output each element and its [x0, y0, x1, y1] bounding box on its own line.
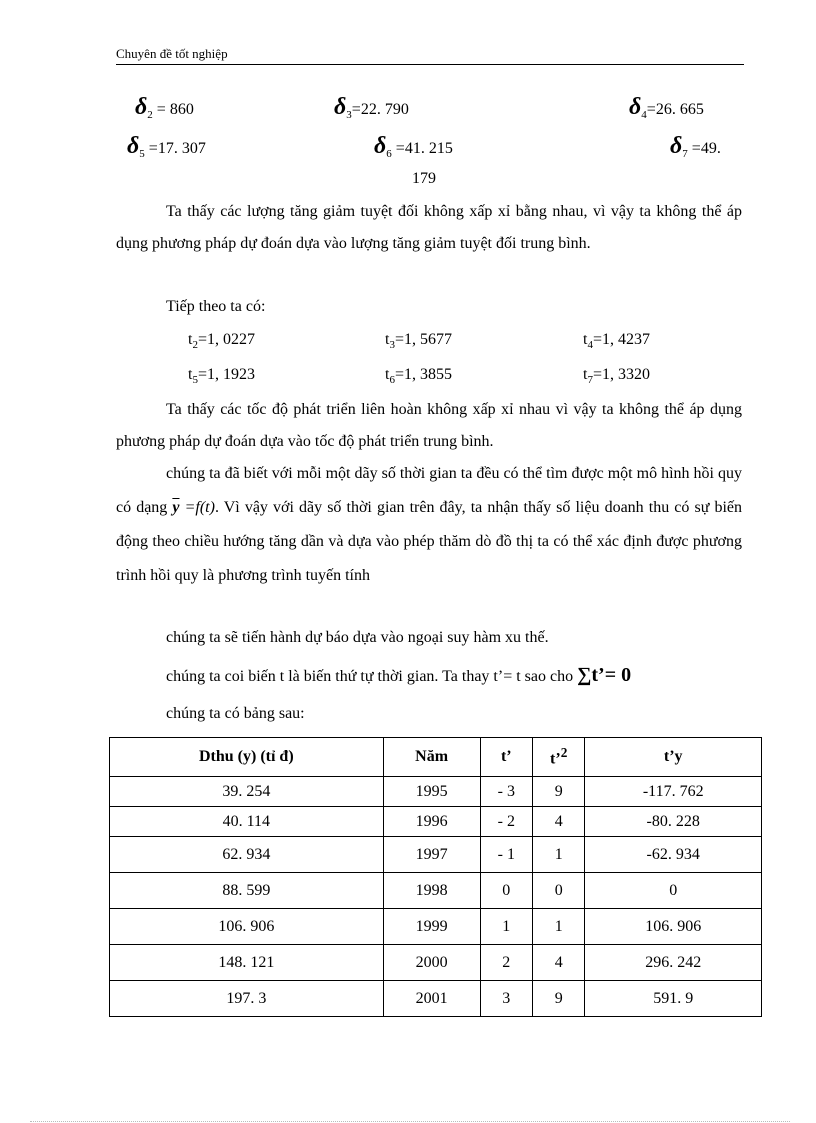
table-row	[110, 777, 762, 807]
cell-revenue: 39. 254	[110, 777, 384, 807]
paragraph-table-intro: chúng ta có bảng sau:	[166, 705, 305, 722]
cell-revenue: 40. 114	[110, 807, 384, 837]
cell-revenue: 106. 906	[110, 909, 384, 945]
page-header-title: Chuyên đề tốt nghiệp	[116, 46, 228, 61]
rate-t7: $t_7=1$, 3320	[583, 366, 650, 386]
cell-t-prime: 0	[480, 873, 532, 909]
col-header-year: Năm	[383, 738, 480, 777]
rate-t3: $t_3=1$, 5677	[385, 331, 452, 351]
table-row	[110, 981, 762, 1017]
col-header-t-prime-squared: t’$^2$	[532, 738, 584, 777]
delta-4: $\delta_4=26$. 665	[629, 94, 704, 121]
cell-revenue: 148. 121	[110, 945, 384, 981]
paragraph-next: Tiếp theo ta có:	[166, 298, 266, 315]
table-row	[110, 873, 762, 909]
header-divider	[116, 64, 744, 65]
cell-year: 2000	[383, 945, 480, 981]
cell-t-prime-squared: 4	[532, 945, 584, 981]
sum-formula: ∑t’= 0	[577, 664, 632, 686]
cell-revenue: 62. 934	[110, 837, 384, 873]
cell-t-prime: 1	[480, 909, 532, 945]
cell-t-prime-squared: 1	[532, 909, 584, 945]
col-header-t-prime-y: t’y	[585, 738, 762, 777]
paragraph-time-variable: chúng ta coi biến t là biến thứ tự thời gian. Ta thay t’= t sao cho ∑t’= 0	[166, 664, 632, 686]
cell-t-prime: - 1	[480, 837, 532, 873]
paragraph-absolute-change: Ta thấy các lượng tăng giảm tuyệt đối không xấp xỉ bằng nhau, vì vậy ta không thể áp dụng phương pháp dự đoán dựa vào lượng tăng giảm tuyệt đối trung bình.	[116, 203, 742, 252]
table-row	[110, 837, 762, 873]
table-row	[110, 909, 762, 945]
cell-year: 1998	[383, 873, 480, 909]
cell-t-prime: - 2	[480, 807, 532, 837]
rate-t4: $t_4=1$, 4237	[583, 331, 650, 351]
cell-t-prime-y: -62. 934	[585, 837, 762, 873]
delta-2: $\delta_2 = 860$	[135, 94, 194, 121]
col-header-revenue: Dthu (y) (tỉ đ)	[110, 738, 384, 777]
cell-t-prime: 3	[480, 981, 532, 1017]
table-row	[110, 807, 762, 837]
paragraph-regression-model: chúng ta đã biết với mỗi một dãy số thời gian ta đều có thể tìm được một mô hình hồi quy có dạng $\overline{y} =f(t)$. Vì vậy với dãy số thời gian trên đây, ta nhận thấy số liệu doanh thu có sự biến động theo chiều hướng tăng dần và dựa vào phép thăm dò đồ thị ta có thể xác định được phương trình hồi quy là phương trình tuyến tính	[116, 465, 743, 584]
cell-t-prime-squared: 9	[532, 981, 584, 1017]
rate-t6: $t_6=1$, 3855	[385, 366, 452, 386]
cell-t-prime-y: -80. 228	[585, 807, 762, 837]
rate-t2: $t_2=1$, 0227	[188, 331, 255, 351]
cell-revenue: 197. 3	[110, 981, 384, 1017]
paragraph-growth-rate: Ta thấy các tốc độ phát triển liên hoàn không xấp xỉ nhau vì vậy ta không thể áp dụng phương pháp dự đoán dựa vào tốc độ phát triển trung bình.	[116, 401, 742, 450]
cell-year: 1997	[383, 837, 480, 873]
col-header-t-prime: t’	[480, 738, 532, 777]
table-header-row	[110, 738, 762, 777]
table-row	[110, 945, 762, 981]
y-bar-symbol: $\overline{y}$	[172, 499, 180, 516]
delta-7: $\delta_7 =49$.	[670, 133, 721, 160]
cell-year: 1995	[383, 777, 480, 807]
cell-year: 1999	[383, 909, 480, 945]
cell-t-prime-y: 106. 906	[585, 909, 762, 945]
cell-year: 2001	[383, 981, 480, 1017]
cell-t-prime-y: 0	[585, 873, 762, 909]
cell-t-prime: - 3	[480, 777, 532, 807]
page-bottom-border	[30, 1121, 790, 1122]
cell-year: 1996	[383, 807, 480, 837]
cell-t-prime-squared: 9	[532, 777, 584, 807]
cell-t-prime-y: 591. 9	[585, 981, 762, 1017]
cell-t-prime-squared: 1	[532, 837, 584, 873]
paragraph-forecast: chúng ta sẽ tiến hành dự báo dựa vào ngoại suy hàm xu thế.	[166, 629, 549, 646]
revenue-table	[109, 737, 762, 1017]
delta-6: $\delta_6 =41$. 215	[374, 133, 453, 160]
delta-5: $\delta_5 =17$. 307	[127, 133, 206, 160]
cell-t-prime-squared: 4	[532, 807, 584, 837]
cell-t-prime: 2	[480, 945, 532, 981]
cell-revenue: 88. 599	[110, 873, 384, 909]
cell-t-prime-y: 296. 242	[585, 945, 762, 981]
delta-3: $\delta_3=22$. 790	[334, 94, 409, 121]
cell-t-prime-squared: 0	[532, 873, 584, 909]
delta-continuation: 179	[412, 170, 436, 187]
cell-t-prime-y: -117. 762	[585, 777, 762, 807]
rate-t5: $t_5=1$, 1923	[188, 366, 255, 386]
